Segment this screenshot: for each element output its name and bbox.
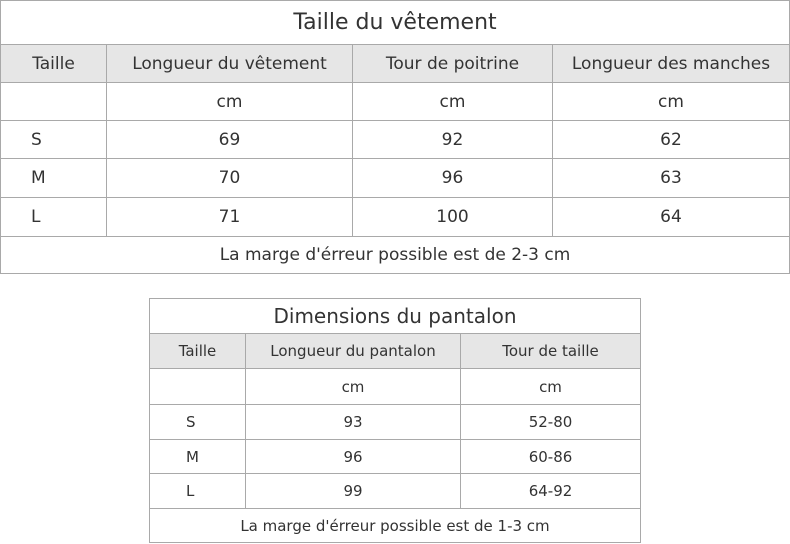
header-sleeve-length: Longueur des manches (552, 44, 790, 83)
pants-row-s-length: 93 (245, 404, 461, 440)
header-size: Taille (0, 44, 107, 83)
row-s-sleeve-length: 62 (552, 120, 790, 159)
pants-row-l-waist: 64-92 (460, 473, 641, 509)
row-l-chest: 100 (352, 197, 553, 237)
header-chest: Tour de poitrine (352, 44, 553, 83)
pants-row-l-length: 99 (245, 473, 461, 509)
pants-row-l-size: L (149, 473, 246, 509)
row-m-size: M (0, 158, 107, 198)
pants-unit-waist: cm (460, 368, 641, 405)
pants-unit-length: cm (245, 368, 461, 405)
pants-header-size: Taille (149, 333, 246, 369)
unit-sleeve-length: cm (552, 82, 790, 121)
unit-size (0, 82, 107, 121)
pants-row-m-length: 96 (245, 439, 461, 474)
row-l-size: L (0, 197, 107, 237)
garment-table-title: Taille du vêtement (0, 0, 790, 45)
pants-header-waist: Tour de taille (460, 333, 641, 369)
header-garment-length: Longueur du vêtement (106, 44, 353, 83)
row-m-chest: 96 (352, 158, 553, 198)
pants-error-margin-note: La marge d'érreur possible est de 1-3 cm (149, 508, 641, 543)
pants-unit-size (149, 368, 246, 405)
unit-garment-length: cm (106, 82, 353, 121)
pants-row-s-size: S (149, 404, 246, 440)
pants-header-length: Longueur du pantalon (245, 333, 461, 369)
row-l-sleeve-length: 64 (552, 197, 790, 237)
pants-row-m-size: M (149, 439, 246, 474)
unit-chest: cm (352, 82, 553, 121)
row-s-size: S (0, 120, 107, 159)
row-m-sleeve-length: 63 (552, 158, 790, 198)
garment-error-margin-note: La marge d'érreur possible est de 2-3 cm (0, 236, 790, 274)
pants-row-m-waist: 60-86 (460, 439, 641, 474)
pants-row-s-waist: 52-80 (460, 404, 641, 440)
pants-table-title: Dimensions du pantalon (149, 298, 641, 334)
row-s-garment-length: 69 (106, 120, 353, 159)
row-l-garment-length: 71 (106, 197, 353, 237)
row-s-chest: 92 (352, 120, 553, 159)
row-m-garment-length: 70 (106, 158, 353, 198)
